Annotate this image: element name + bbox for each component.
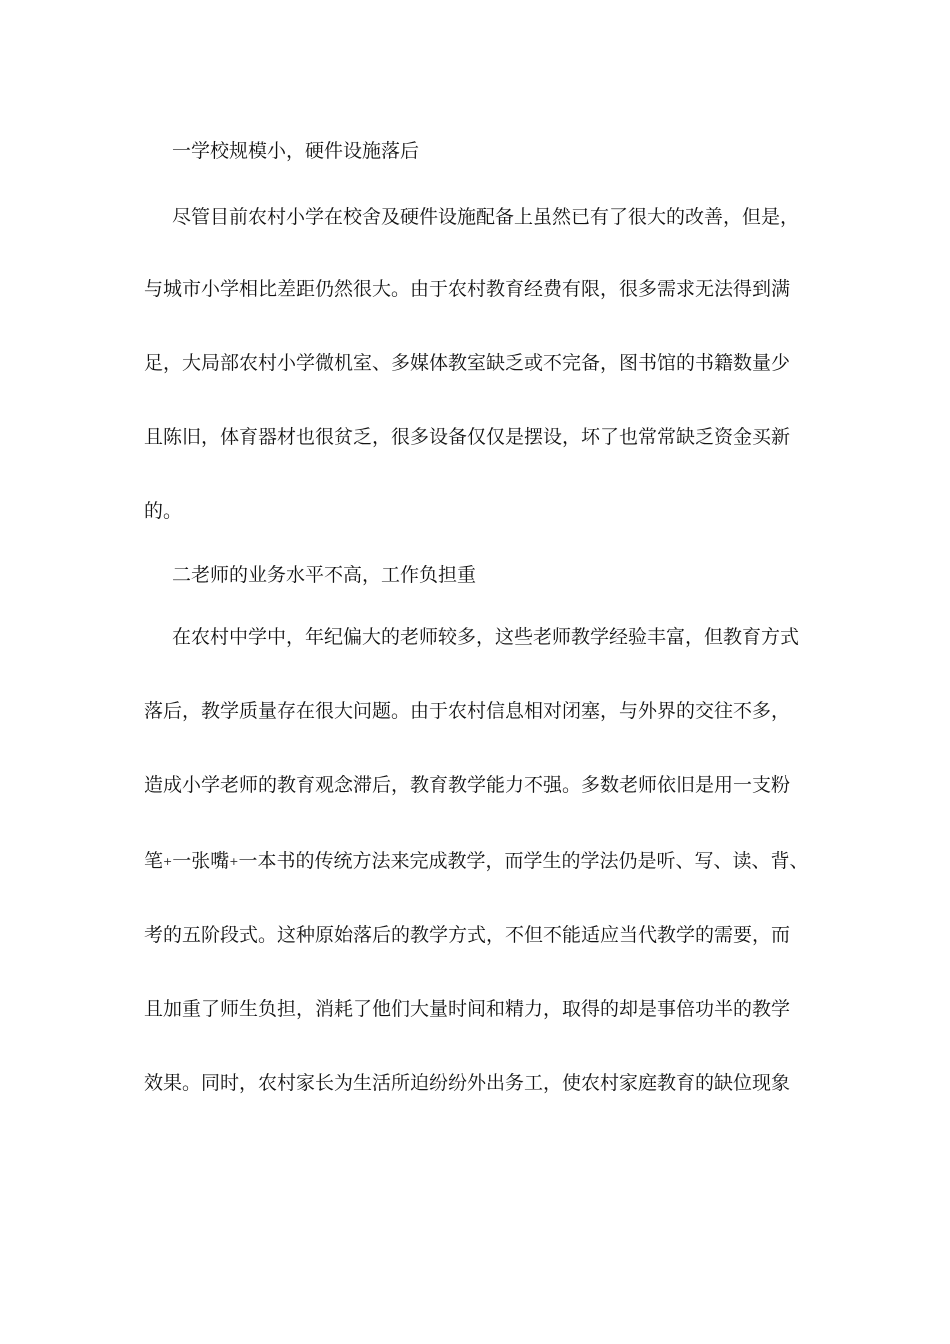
plus-sign: + <box>229 855 239 868</box>
paragraph-line: 效果。同时，农村家长为生活所迫纷纷外出务工，使农村家庭教育的缺位现象 <box>144 1072 791 1094</box>
paragraph-line: 与城市小学相比差距仍然很大。由于农村教育经费有限，很多需求无法得到满 <box>144 278 791 300</box>
line-segment: 一张嘴 <box>172 850 230 872</box>
paragraph-line: 足，大局部农村小学微机室、多媒体教室缺乏或不完备，图书馆的书籍数量少 <box>144 352 791 374</box>
paragraph-line: 的。 <box>144 500 183 522</box>
paragraph-line <box>144 848 808 875</box>
plus-sign: + <box>163 855 173 868</box>
paragraph-line: 在农村中学中，年纪偏大的老师较多，这些老师教学经验丰富，但教育方式 <box>172 626 800 648</box>
section-heading-2: 二老师的业务水平不高，工作负担重 <box>172 564 477 586</box>
line-segment: 一本书的传统方法来完成教学，而学生的学法仍是听、写、读、背、 <box>238 850 809 872</box>
line-segment: 笔 <box>144 850 164 872</box>
paragraph-line: 尽管目前农村小学在校舍及硬件设施配备上虽然已有了很大的改善，但是， <box>172 206 800 228</box>
paragraph-line: 造成小学老师的教育观念滞后，教育教学能力不强。多数老师依旧是用一支粉 <box>144 774 791 796</box>
paragraph-line: 考的五阶段式。这种原始落后的教学方式，不但不能适应当代教学的需要，而 <box>144 924 791 946</box>
paragraph-line: 落后，教学质量存在很大问题。由于农村信息相对闭塞，与外界的交往不多， <box>144 700 791 722</box>
section-heading-1: 一学校规模小，硬件设施落后 <box>172 140 420 162</box>
paragraph-line: 且陈旧，体育器材也很贫乏，很多设备仅仅是摆设，坏了也常常缺乏资金买新 <box>144 426 791 448</box>
paragraph-line: 且加重了师生负担，消耗了他们大量时间和精力，取得的却是事倍功半的教学 <box>144 998 791 1020</box>
